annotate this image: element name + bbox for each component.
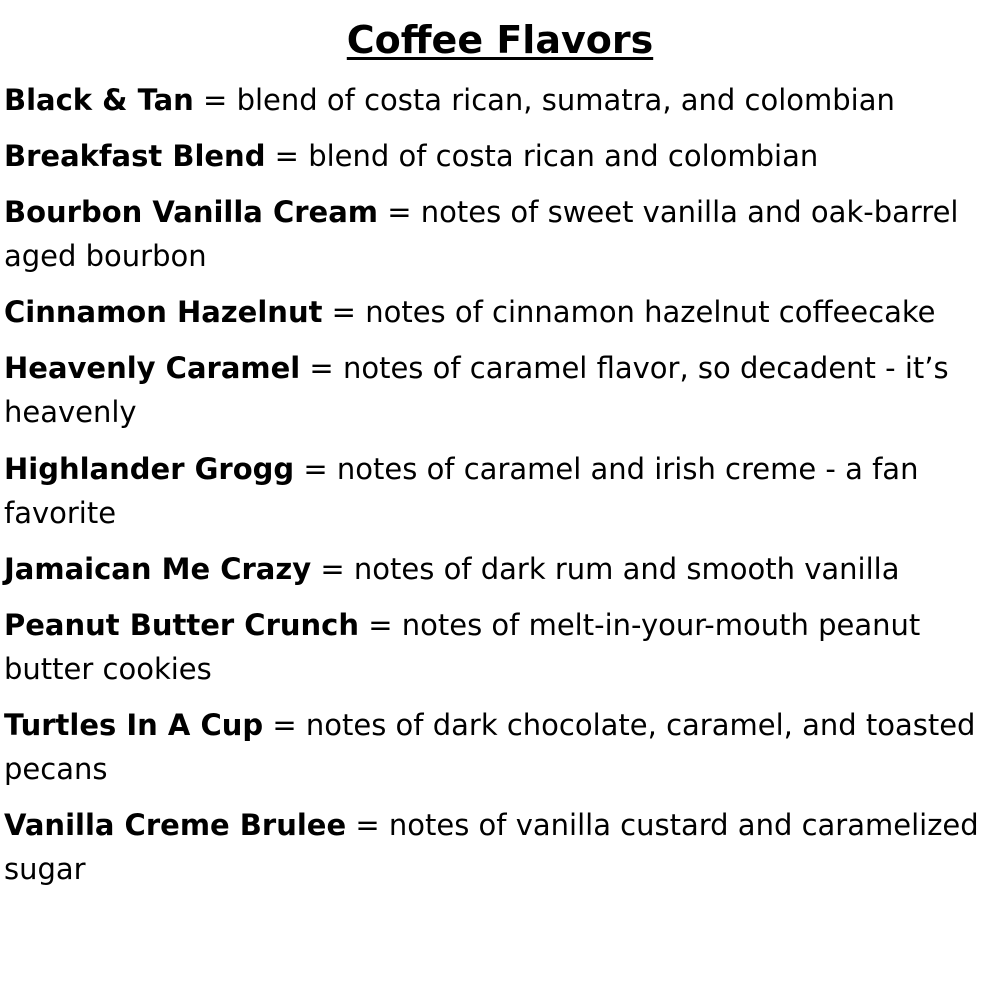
- list-item: [4, 447, 996, 535]
- list-item: [4, 547, 996, 591]
- flavor-separator: =: [346, 808, 389, 843]
- flavor-name: Peanut Butter Crunch: [4, 607, 359, 642]
- list-item: [4, 290, 996, 334]
- flavor-name: Vanilla Creme Brulee: [4, 808, 347, 843]
- flavor-separator: =: [193, 83, 237, 117]
- flavor-name: Cinnamon Hazelnut: [4, 295, 323, 330]
- page-title: Coffee Flavors: [346, 18, 654, 62]
- flavor-list: [4, 78, 996, 891]
- flavor-name: Turtles In A Cup: [4, 707, 264, 742]
- flavor-name: Black & Tan: [4, 83, 194, 117]
- list-item: [4, 803, 996, 891]
- flavor-description: notes of caramel flavor, so decadent - it’s heavenly: [4, 351, 949, 430]
- flavor-separator: =: [300, 351, 343, 386]
- flavor-separator: =: [359, 607, 402, 642]
- flavor-separator: =: [294, 451, 337, 486]
- flavor-name: Heavenly Caramel: [4, 351, 301, 386]
- flavor-separator: =: [311, 551, 354, 586]
- flavor-separator: =: [263, 707, 306, 742]
- list-item: [4, 703, 996, 791]
- list-item: [4, 346, 996, 434]
- flavor-description: notes of dark rum and smooth vanilla: [353, 551, 900, 586]
- flavor-name: Highlander Grogg: [4, 451, 295, 486]
- list-item: [4, 190, 996, 278]
- flavor-description: notes of dark chocolate, caramel, and toasted pecans: [4, 707, 976, 787]
- flavor-name: Jamaican Me Crazy: [4, 551, 312, 586]
- flavor-separator: =: [265, 139, 309, 174]
- flavor-name: Breakfast Blend: [4, 139, 266, 174]
- flavor-description: notes of vanilla custard and caramelized sugar: [4, 808, 979, 887]
- flavor-description: blend of costa rican, sumatra, and colombian: [236, 83, 895, 117]
- flavor-separator: =: [322, 295, 366, 330]
- flavor-description: notes of cinnamon hazelnut coffeecake: [365, 295, 936, 330]
- flavor-description: notes of caramel and irish creme - a fan favorite: [4, 451, 919, 530]
- flavor-separator: =: [378, 195, 421, 230]
- flavor-description: blend of costa rican and colombian: [308, 139, 819, 174]
- list-item: [4, 134, 996, 178]
- flavor-name: Bourbon Vanilla Cream: [4, 195, 378, 230]
- flavor-description: notes of sweet vanilla and oak-barrel aged bourbon: [4, 195, 959, 274]
- list-item: [4, 78, 996, 122]
- flavor-description: notes of melt-in-your-mouth peanut butter cookies: [4, 607, 921, 686]
- list-item: [4, 603, 996, 691]
